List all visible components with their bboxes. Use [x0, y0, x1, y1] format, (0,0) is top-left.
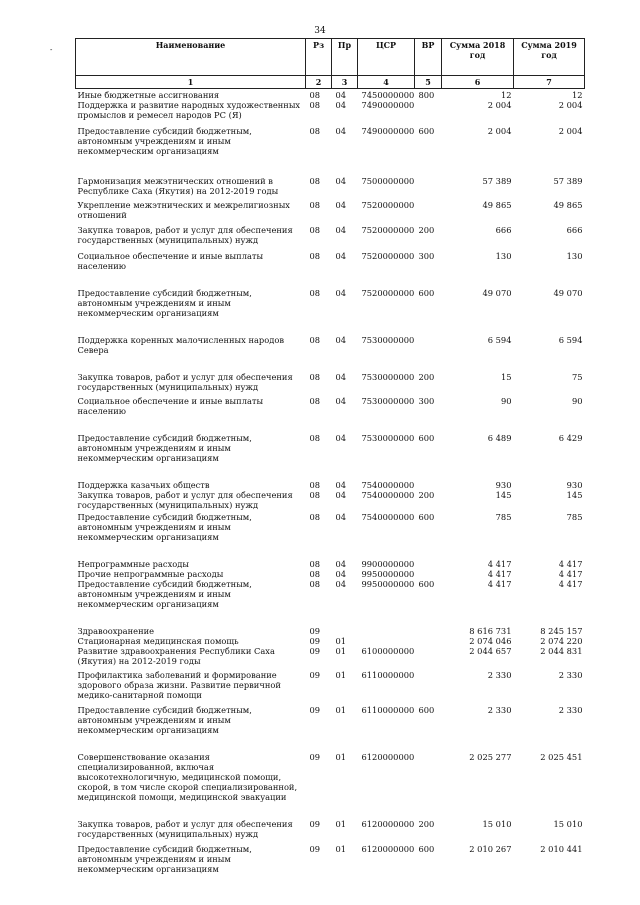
row-rz: 08 — [309, 200, 321, 210]
row-pr: 04 — [335, 433, 347, 443]
row-rz: 09 — [309, 670, 321, 680]
row-pr: 04 — [335, 100, 347, 110]
row-name: Поддержка казачьих обществ — [77, 480, 210, 490]
row-sum-2019: 2 330 — [558, 705, 583, 715]
row-csr: 7530000000 — [361, 372, 415, 382]
header-vr: ВР — [415, 39, 442, 76]
row-csr: 7530000000 — [361, 433, 415, 443]
table-row — [76, 355, 585, 392]
row-sum-2019: 2 074 220 — [540, 636, 583, 646]
row-rz: 08 — [309, 480, 321, 490]
row-csr: 9950000000 — [361, 579, 415, 589]
row-sum-2019: 2 004 — [558, 126, 583, 136]
row-name: Закупка товаров, работ и услуг для обеспечения государственных (муниципальных) нужд — [77, 819, 293, 839]
row-sum-2019: 4 417 — [558, 569, 583, 579]
row-sum-2018: 2 004 — [487, 100, 512, 110]
header-csr: ЦСР — [358, 39, 415, 76]
row-csr: 9900000000 — [361, 559, 415, 569]
row-sum-2018: 6 594 — [487, 335, 512, 345]
row-vr — [415, 636, 442, 646]
row-sum-2018: 12 — [500, 90, 512, 100]
row-rz: 08 — [309, 559, 321, 569]
row-csr: 6100000000 — [361, 646, 415, 656]
row-sum-2019: 2 004 — [558, 100, 583, 110]
row-name: Предоставление субсидий бюджетным, автономным учреждениям и иным некоммерческим организациям — [77, 579, 252, 609]
row-pr — [332, 609, 358, 636]
row-name: Гармонизация межэтнических отношений в Республике Саха (Якутия) на 2012-2019 годы — [77, 176, 279, 196]
row-sum-2019: 785 — [566, 512, 583, 522]
row-rz: 08 — [309, 372, 321, 382]
row-sum-2018: 4 417 — [487, 579, 512, 589]
row-name: Здравоохранение — [77, 626, 155, 636]
row-sum-2018: 2 044 657 — [469, 646, 512, 656]
column-number: 7 — [514, 76, 585, 89]
row-rz: 08 — [309, 126, 321, 136]
row-pr: 04 — [335, 126, 347, 136]
row-name: Закупка товаров, работ и услуг для обеспечения государственных (муниципальных) нужд — [77, 490, 293, 510]
table-row — [76, 609, 585, 636]
row-name: Предоставление субсидий бюджетным, автономным учреждениям и иным некоммерческим организациям — [77, 844, 252, 874]
row-pr: 01 — [335, 636, 347, 646]
row-sum-2018: 2 025 277 — [469, 752, 512, 762]
row-sum-2019: 2 010 441 — [540, 844, 583, 854]
row-csr: 7540000000 — [361, 512, 415, 522]
header-row — [76, 39, 585, 76]
row-name: Укрепление межэтнических и межрелигиозных отношений — [77, 200, 290, 220]
row-name: Профилактика заболеваний и формирование здорового образа жизни. Развитие первичной медико-санитарной помощи — [77, 670, 281, 700]
row-csr: 7530000000 — [361, 396, 415, 406]
column-number: 3 — [332, 76, 358, 89]
header-rz: Рз — [306, 39, 332, 76]
row-pr: 01 — [335, 705, 347, 715]
row-vr: 300 — [418, 251, 435, 261]
row-pr: 04 — [335, 512, 347, 522]
row-rz: 08 — [309, 225, 321, 235]
row-vr: 600 — [418, 579, 435, 589]
row-csr: 6120000000 — [361, 844, 415, 854]
table-row — [76, 463, 585, 490]
row-csr: 7490000000 — [361, 126, 415, 136]
row-csr: 7450000000 — [361, 90, 415, 100]
row-vr: 800 — [418, 90, 435, 100]
header-sum-2019: Сумма 2019 год — [514, 39, 585, 76]
row-name: Совершенствование оказания специализированной, включая высокотехнологичную, медицинской помощи, скорой, в том числе скорой специализированной, медицинской помощи, медицинской эвакуации — [77, 752, 298, 802]
row-csr: 7490000000 — [361, 100, 415, 110]
row-sum-2019: 4 417 — [558, 559, 583, 569]
row-sum-2018: 57 389 — [482, 176, 512, 186]
row-vr: 300 — [418, 396, 435, 406]
row-sum-2018: 145 — [495, 490, 512, 500]
row-pr: 01 — [335, 670, 347, 680]
row-rz: 08 — [309, 335, 321, 345]
row-name: Предоставление субсидий бюджетным, автономным учреждениям и иным некоммерческим организациям — [77, 433, 252, 463]
row-pr: 04 — [335, 559, 347, 569]
table-row — [76, 510, 585, 542]
row-vr: 600 — [418, 512, 435, 522]
row-name: Прочие непрограммные расходы — [77, 569, 224, 579]
row-csr: 7540000000 — [361, 480, 415, 490]
row-pr: 01 — [335, 646, 347, 656]
row-name: Социальное обеспечение и иные выплаты населению — [77, 251, 264, 271]
row-pr: 04 — [335, 480, 347, 490]
row-sum-2019: 666 — [566, 225, 583, 235]
row-sum-2018: 4 417 — [487, 559, 512, 569]
row-rz: 08 — [309, 251, 321, 261]
row-csr: 7540000000 — [361, 490, 415, 500]
row-sum-2019: 2 025 451 — [540, 752, 583, 762]
row-name: Развитие здравоохранения Республики Саха (Якутия) на 2012-2019 годы — [77, 646, 275, 666]
row-csr: 6120000000 — [361, 819, 415, 829]
row-sum-2018: 4 417 — [487, 569, 512, 579]
corner-mark: - — [50, 46, 53, 54]
row-rz: 09 — [309, 752, 321, 762]
row-sum-2019: 930 — [566, 480, 583, 490]
row-sum-2019: 75 — [571, 372, 583, 382]
row-sum-2019: 15 010 — [553, 819, 583, 829]
column-number: 4 — [358, 76, 415, 89]
column-number: 2 — [306, 76, 332, 89]
table-row — [76, 700, 585, 735]
row-vr: 600 — [418, 844, 435, 854]
header-name: Наименование — [76, 39, 306, 76]
row-rz: 08 — [309, 396, 321, 406]
row-vr — [415, 463, 442, 490]
table-row — [76, 839, 585, 874]
table-row — [76, 245, 585, 271]
row-vr — [415, 196, 442, 220]
row-pr: 01 — [335, 819, 347, 829]
row-sum-2019: 130 — [566, 251, 583, 261]
row-pr: 04 — [335, 335, 347, 345]
row-sum-2019: 49 070 — [553, 288, 583, 298]
row-pr: 04 — [335, 200, 347, 210]
row-vr: 600 — [418, 288, 435, 298]
row-rz: 09 — [309, 819, 321, 829]
header-pr: Пр — [332, 39, 358, 76]
row-csr: 7520000000 — [361, 200, 415, 210]
row-rz: 09 — [309, 646, 321, 656]
row-csr: 6110000000 — [361, 670, 415, 680]
row-pr: 04 — [335, 176, 347, 186]
row-csr: 7500000000 — [361, 176, 415, 186]
row-sum-2018: 666 — [495, 225, 512, 235]
row-pr: 01 — [335, 752, 347, 762]
row-sum-2019: 2 330 — [558, 670, 583, 680]
row-sum-2019: 90 — [571, 396, 583, 406]
row-vr — [415, 156, 442, 196]
row-rz: 08 — [309, 490, 321, 500]
row-name: Непрограммные расходы — [77, 559, 189, 569]
row-csr — [358, 609, 415, 636]
row-name: Социальное обеспечение и иные выплаты населению — [77, 396, 264, 416]
page-number: 34 — [314, 26, 326, 36]
row-rz: 09 — [309, 626, 321, 636]
row-name: Закупка товаров, работ и услуг для обеспечения государственных (муниципальных) нужд — [77, 372, 293, 392]
row-csr: 7520000000 — [361, 225, 415, 235]
row-rz: 09 — [309, 636, 321, 646]
row-pr: 04 — [335, 288, 347, 298]
table-row — [76, 392, 585, 416]
row-vr — [415, 318, 442, 355]
row-csr: 6110000000 — [361, 705, 415, 715]
row-sum-2019: 57 389 — [553, 176, 583, 186]
row-sum-2018: 90 — [500, 396, 512, 406]
table-row — [76, 120, 585, 156]
row-rz: 09 — [309, 705, 321, 715]
row-sum-2019: 145 — [566, 490, 583, 500]
row-sum-2018: 8 616 731 — [469, 626, 512, 636]
row-rz: 08 — [309, 433, 321, 443]
row-vr: 200 — [418, 819, 435, 829]
row-name: Поддержка коренных малочисленных народов Севера — [77, 335, 284, 355]
header-sum-2018: Сумма 2018 год — [442, 39, 514, 76]
row-sum-2018: 2 010 267 — [469, 844, 512, 854]
row-sum-2018: 6 489 — [487, 433, 512, 443]
column-number: 5 — [415, 76, 442, 89]
row-pr: 04 — [335, 372, 347, 382]
row-vr — [415, 646, 442, 666]
row-sum-2019: 6 429 — [558, 433, 583, 443]
table-row — [76, 579, 585, 609]
table-row — [76, 666, 585, 700]
row-pr: 04 — [335, 251, 347, 261]
column-number: 6 — [442, 76, 514, 89]
row-pr: 01 — [335, 844, 347, 854]
row-vr — [415, 100, 442, 120]
table-row — [76, 89, 585, 101]
row-vr: 600 — [418, 433, 435, 443]
row-name: Стационарная медицинская помощь — [77, 636, 239, 646]
row-csr: 9950000000 — [361, 569, 415, 579]
row-csr — [358, 636, 415, 646]
row-name: Поддержка и развитие народных художественных промыслов и ремесел народов РС (Я) — [77, 100, 301, 120]
table-row — [76, 100, 585, 120]
row-sum-2018: 785 — [495, 512, 512, 522]
row-vr — [415, 569, 442, 579]
row-sum-2018: 2 330 — [487, 705, 512, 715]
row-vr: 600 — [418, 705, 435, 715]
row-sum-2018: 49 070 — [482, 288, 512, 298]
row-name: Предоставление субсидий бюджетным, автономным учреждениям и иным некоммерческим организациям — [77, 126, 252, 156]
row-pr: 04 — [335, 396, 347, 406]
table-body — [76, 89, 585, 875]
row-sum-2018: 2 004 — [487, 126, 512, 136]
table-row — [76, 416, 585, 463]
row-csr: 7520000000 — [361, 251, 415, 261]
row-rz: 08 — [309, 100, 321, 110]
table-row — [76, 220, 585, 245]
row-rz: 08 — [309, 512, 321, 522]
row-pr: 04 — [335, 569, 347, 579]
row-sum-2018: 49 865 — [482, 200, 512, 210]
row-sum-2019: 8 245 157 — [540, 626, 583, 636]
row-sum-2018: 15 010 — [482, 819, 512, 829]
row-name: Предоставление субсидий бюджетным, автономным учреждениям и иным некоммерческим организациям — [77, 512, 252, 542]
row-pr: 04 — [335, 225, 347, 235]
table-row — [76, 490, 585, 510]
row-csr: 7520000000 — [361, 288, 415, 298]
row-vr: 200 — [418, 490, 435, 500]
row-sum-2019: 6 594 — [558, 335, 583, 345]
row-sum-2019: 4 417 — [558, 579, 583, 589]
row-pr: 04 — [335, 490, 347, 500]
column-number: 1 — [76, 76, 306, 89]
row-name: Закупка товаров, работ и услуг для обеспечения государственных (муниципальных) нужд — [77, 225, 293, 245]
row-rz: 08 — [309, 579, 321, 589]
table-row — [76, 735, 585, 802]
row-rz: 08 — [309, 288, 321, 298]
row-csr: 7530000000 — [361, 335, 415, 345]
row-sum-2018: 2 330 — [487, 670, 512, 680]
row-sum-2018: 930 — [495, 480, 512, 490]
table-row — [76, 802, 585, 839]
table-row — [76, 646, 585, 666]
table-row — [76, 318, 585, 355]
table-row — [76, 196, 585, 220]
row-pr: 04 — [335, 579, 347, 589]
row-vr — [415, 542, 442, 569]
row-pr: 04 — [335, 90, 347, 100]
row-sum-2018: 2 074 046 — [469, 636, 512, 646]
table-row — [76, 271, 585, 318]
row-rz: 08 — [309, 176, 321, 186]
row-sum-2019: 2 044 831 — [540, 646, 583, 656]
column-number-row — [76, 76, 585, 89]
row-sum-2018: 15 — [500, 372, 512, 382]
row-vr — [415, 666, 442, 700]
row-vr — [415, 609, 442, 636]
row-csr: 6120000000 — [361, 752, 415, 762]
row-vr: 200 — [418, 225, 435, 235]
row-sum-2019: 12 — [571, 90, 583, 100]
table-row — [76, 636, 585, 646]
row-rz: 08 — [309, 90, 321, 100]
table-row — [76, 156, 585, 196]
row-name: Предоставление субсидий бюджетным, автономным учреждениям и иным некоммерческим организациям — [77, 288, 252, 318]
budget-table — [75, 38, 585, 874]
row-vr — [415, 735, 442, 802]
table-row — [76, 542, 585, 569]
row-rz: 09 — [309, 844, 321, 854]
row-vr: 600 — [418, 126, 435, 136]
table-row — [76, 569, 585, 579]
row-vr: 200 — [418, 372, 435, 382]
row-sum-2018: 130 — [495, 251, 512, 261]
row-name: Иные бюджетные ассигнования — [77, 90, 220, 100]
row-rz: 08 — [309, 569, 321, 579]
row-name: Предоставление субсидий бюджетным, автономным учреждениям и иным некоммерческим организациям — [77, 705, 252, 735]
row-sum-2019: 49 865 — [553, 200, 583, 210]
